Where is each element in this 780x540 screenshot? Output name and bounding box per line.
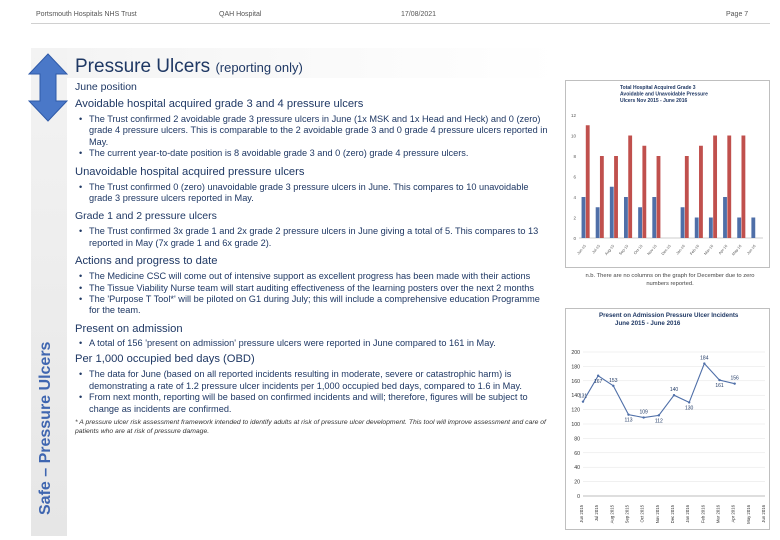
x-tick-label: Nov 2015 <box>654 505 660 524</box>
avoidable-heading: Avoidable hospital acquired grade 3 and 4 pressure ulcers <box>75 98 364 110</box>
bar-unavoidable <box>713 136 717 239</box>
actions-heading: Actions and progress to date <box>75 255 218 268</box>
data-point <box>673 394 675 396</box>
data-label: 112 <box>654 418 663 425</box>
x-tick-label: Aug-15 <box>604 244 616 257</box>
bar-unavoidable <box>600 156 604 238</box>
header-page: Page 7 <box>726 11 749 18</box>
x-tick-label: Apr-16 <box>717 244 729 256</box>
x-tick-label: Jun 2015 <box>579 505 584 523</box>
y-tick-label: 120 <box>571 407 580 414</box>
chart-subtitle: June 2015 - June 2016 <box>615 320 681 327</box>
x-tick-label: Feb-16 <box>689 244 701 256</box>
x-tick-label: May 2016 <box>745 505 751 524</box>
data-point <box>642 416 644 418</box>
present-on-admission-line-chart <box>565 308 770 530</box>
list-item: • A total of 156 'present on admission' pressure ulcers were reported in June compared to 161 in May. <box>75 338 550 349</box>
chart-title: Present on Admission Pressure Ulcer Incidents <box>599 312 739 319</box>
avoidable-list <box>75 114 550 160</box>
data-label: 167 <box>593 378 603 385</box>
x-tick-label: Jul-15 <box>591 244 601 255</box>
data-point <box>627 413 629 415</box>
list-item: • The Trust confirmed 3x grade 1 and 2x grade 2 pressure ulcers in June giving a total of 5. This compares to 13 reported in May (7x grade 1 and 6x grade 2). <box>75 226 550 249</box>
header-date: 17/08/2021 <box>401 11 437 18</box>
data-label: 130 <box>684 405 694 412</box>
list-item: • The Trust confirmed 0 (zero) unavoidable grade 3 pressure ulcers in June. This compares to 10 unavoidable grade 3 pressure ulcers reported in May. <box>75 182 550 205</box>
footnote: * A pressure ulcer risk assessment framework intended to identify adults at risk of pressure ulcer development. This tool will improve assessment and care of patients who are at risk of pressure damage. <box>75 418 546 435</box>
sidebar-label: Safe – Pressure Ulcers <box>37 341 54 515</box>
data-label: 140 <box>669 387 679 394</box>
data-label: 131 <box>578 393 588 400</box>
header-site: QAH Hospital <box>219 11 262 18</box>
data-label: 153 <box>609 377 618 384</box>
grade12-heading: Grade 1 and 2 pressure ulcers <box>75 210 217 223</box>
page-title <box>75 56 303 78</box>
obd-list <box>75 369 550 415</box>
y-tick-label: 100 <box>571 422 580 428</box>
position-heading: June position <box>75 81 137 93</box>
bar-unavoidable <box>741 136 745 239</box>
bar-avoidable <box>638 207 642 238</box>
x-tick-label: May-16 <box>731 244 743 257</box>
admission-heading: Present on admission <box>75 322 183 335</box>
x-tick-label: Jan-16 <box>675 244 686 256</box>
bar-unavoidable <box>628 136 632 239</box>
y-tick-label: 12 <box>570 113 576 118</box>
bar-avoidable <box>610 187 614 238</box>
y-tick-label: 180 <box>571 364 580 371</box>
header-divider <box>31 23 770 24</box>
y-tick-label: 20 <box>574 479 580 486</box>
bar-avoidable <box>695 218 699 239</box>
x-tick-label: Nov-15 <box>646 244 658 257</box>
y-tick-label: 8 <box>573 154 576 159</box>
x-tick-label: Dec 2015 <box>670 505 675 524</box>
obd-heading: Per 1,000 occupied bed days (OBD) <box>75 353 255 366</box>
y-tick-label: 60 <box>574 450 580 457</box>
y-tick-label: 4 <box>573 195 576 200</box>
chart-title-line: Avoidable and Unavoidable Pressure <box>620 91 708 98</box>
x-tick-label: Mar-16 <box>703 244 715 256</box>
header-org: Portsmouth Hospitals NHS Trust <box>36 11 137 18</box>
double-arrow-icon <box>28 53 68 122</box>
bar-avoidable <box>652 197 656 238</box>
y-tick-label: 200 <box>571 350 580 356</box>
grade3-bar-chart <box>565 80 770 268</box>
bar-avoidable <box>582 197 586 238</box>
data-label: 184 <box>700 355 709 362</box>
data-label: 113 <box>624 417 633 424</box>
bar-avoidable <box>681 207 685 238</box>
y-tick-label: 2 <box>573 215 576 221</box>
data-point <box>612 385 614 387</box>
list-item: • The Trust confirmed 2 avoidable grade 3 pressure ulcers in June (1x MSK and 1x Head and Heck) and 0 (zero) grade 4 pressure ulcers. This is comparable to the 2 avoidable grade 3 and 0 grade 4 pressure ulcers reported in May. <box>75 114 550 148</box>
x-tick-label: Oct 2015 <box>639 505 645 523</box>
data-point <box>597 375 599 377</box>
list-item: • From next month, reporting will be based on confirmed incidents and will; therefore, figures will be subject to change as incidents are confirmed. <box>75 392 550 415</box>
bar-avoidable <box>751 218 755 239</box>
chart-note: n.b. There are no columns on the graph for December due to zero numbers reported. <box>585 273 755 287</box>
bar-unavoidable <box>727 136 731 239</box>
list-item: • The Medicine CSC will come out of intensive support as excellent progress has been made with their actions <box>75 271 550 282</box>
data-label: 156 <box>730 375 739 382</box>
x-tick-label: Aug 2015 <box>609 505 615 524</box>
bar-unavoidable <box>642 146 646 238</box>
bar-unavoidable <box>657 156 661 238</box>
x-tick-label: Jun 2016 <box>761 505 766 523</box>
bar-unavoidable <box>685 156 689 238</box>
x-tick-label: Jul 2015 <box>594 505 600 522</box>
data-point <box>703 362 705 364</box>
x-tick-label: Jan 2016 <box>685 505 691 523</box>
admission-list <box>75 338 550 349</box>
list-item: • The 'Purpose T Tool*' will be piloted on G1 during July; this will include a comprehensive education Programme for the team. <box>75 294 550 317</box>
y-tick-label: 6 <box>573 174 576 180</box>
chart-title-line: Total Hospital Acquired Grade 3 <box>620 85 696 91</box>
y-tick-label: 140 <box>571 393 580 400</box>
chart-frame <box>566 81 770 268</box>
data-point <box>658 414 660 416</box>
y-tick-label: 10 <box>570 133 576 139</box>
data-point <box>688 401 690 403</box>
bar-avoidable <box>737 218 741 239</box>
bar-avoidable <box>723 197 727 238</box>
chart-title-line: Ulcers Nov 2015 - June 2016 <box>620 98 688 104</box>
x-tick-label: Mar 2016 <box>715 505 721 524</box>
data-point <box>733 382 735 384</box>
bar-unavoidable <box>614 156 618 238</box>
x-tick-label: Dec-15 <box>660 244 672 257</box>
y-tick-label: 80 <box>574 436 580 443</box>
x-tick-label: Jun-15 <box>576 244 587 256</box>
x-tick-label: Jun-16 <box>746 244 757 256</box>
y-tick-label: 0 <box>573 236 576 241</box>
unavoidable-list <box>75 182 550 205</box>
bar-unavoidable <box>586 125 590 238</box>
bar-avoidable <box>624 197 628 238</box>
chart-frame <box>566 309 770 530</box>
x-tick-label: Sep 2015 <box>624 505 630 524</box>
report-body <box>75 81 550 436</box>
x-tick-label: Sep-15 <box>618 244 630 257</box>
list-item: • The current year-to-date position is 8 avoidable grade 3 and 0 (zero) grade 4 pressure ulcers. <box>75 148 550 159</box>
data-point <box>718 379 720 381</box>
title-qualifier: (reporting only) <box>215 60 303 75</box>
bar-avoidable <box>709 218 713 239</box>
y-tick-label: 160 <box>571 378 580 385</box>
y-tick-label: 40 <box>574 465 580 472</box>
x-tick-label: Oct-15 <box>633 244 644 256</box>
data-label: 161 <box>715 383 724 390</box>
unavoidable-heading: Unavoidable hospital acquired pressure ulcers <box>75 165 305 178</box>
data-point <box>582 400 584 402</box>
list-item: • The data for June (based on all reported incidents resulting in moderate, severe or catastrophic harm) is demonstrating a rate of 1.2 pressure ulcer incidents per 1,000 occupied bed days, compared to 1.6 in May. <box>75 369 550 392</box>
bar-unavoidable <box>699 146 703 238</box>
x-tick-label: Apr 2016 <box>730 505 736 523</box>
title-main: Pressure Ulcers <box>75 56 211 77</box>
data-label: 109 <box>639 409 648 416</box>
x-tick-label: Feb 2016 <box>700 505 706 524</box>
list-item: • The Tissue Viability Nurse team will start auditing effectiveness of the learning posters over the next 2 months <box>75 283 550 294</box>
y-tick-label: 0 <box>577 494 580 500</box>
actions-list <box>75 271 550 317</box>
grade12-list <box>75 226 550 249</box>
bar-avoidable <box>596 207 600 238</box>
